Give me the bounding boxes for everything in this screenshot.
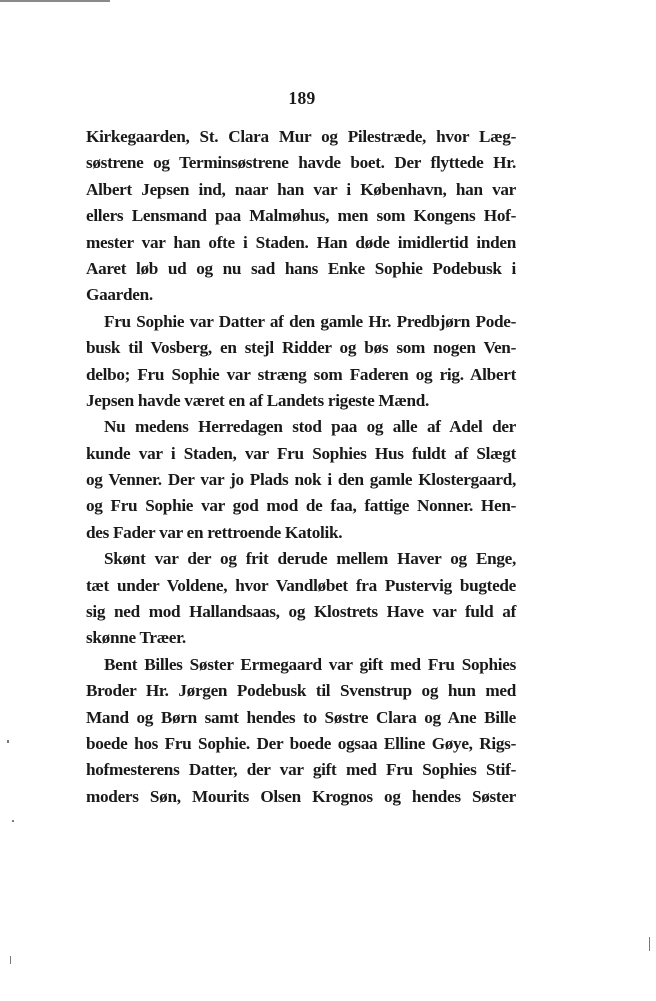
text-line: og Venner. Der var jo Plads nok i den gamle Klostergaard, <box>86 470 516 490</box>
text-line: Mand og Børn samt hendes to Søstre Clara og Ane Bille <box>86 707 516 727</box>
text-line: Fru Sophie var Datter af den gamle Hr. Predbjørn Pode- <box>104 311 516 331</box>
text-line: søstrene og Terminsøstrene havde boet. Der flyttede Hr. <box>86 153 516 173</box>
text-line: moders Søn, Mourits Olsen Krognos og hendes Søster <box>86 786 516 806</box>
text-line: og Fru Sophie var god mod de faa, fattige Nonner. Hen- <box>86 496 516 516</box>
text-line: kunde var i Staden, var Fru Sophies Hus fuldt af Slægt <box>86 443 516 463</box>
scan-speck <box>7 740 9 743</box>
text-line: Skønt var der og frit derude mellem Haver og Enge, <box>104 549 516 569</box>
scan-edge-rule <box>0 0 110 2</box>
text-line: Albert Jepsen ind, naar han var i København, han var <box>86 179 516 199</box>
text-line: Aaret løb ud og nu sad hans Enke Sophie Podebusk i <box>86 258 516 278</box>
text-line: sig ned mod Hallandsaas, og Klostrets Have var fuld af <box>86 602 516 622</box>
text-line: des Fader var en rettroende Katolik. <box>86 522 343 542</box>
text-line: Broder Hr. Jørgen Podebusk til Svenstrup og hun med <box>86 681 516 701</box>
body-text <box>86 124 516 810</box>
scan-speck <box>12 820 14 822</box>
scan-speck <box>649 937 650 951</box>
text-line: ellers Lensmand paa Malmøhus, men som Kongens Hof- <box>86 206 516 226</box>
text-line: tæt under Voldene, hvor Vandløbet fra Pustervig bugtede <box>86 575 516 595</box>
text-line: delbo; Fru Sophie var stræng som Faderen og rig. Albert <box>86 364 516 384</box>
text-line: Gaarden. <box>86 285 153 305</box>
text-line: Kirkegaarden, St. Clara Mur og Pilestræde, hvor Læg- <box>86 127 516 146</box>
scan-speck <box>10 956 11 964</box>
text-line: busk til Vosberg, en stejl Ridder og bøs som nogen Ven- <box>86 338 516 358</box>
text-line: skønne Træer. <box>86 628 186 648</box>
text-line: mester var han ofte i Staden. Han døde imidlertid inden <box>86 232 516 252</box>
text-line: Jepsen havde været en af Landets rigeste Mænd. <box>86 390 429 410</box>
text-line: hofmesterens Datter, der var gift med Fru Sophies Stif- <box>86 760 516 780</box>
text-line: Nu medens Herredagen stod paa og alle af Adel der <box>104 417 516 437</box>
text-line: boede hos Fru Sophie. Der boede ogsaa Elline Gøye, Rigs- <box>86 733 516 753</box>
text-line: Bent Billes Søster Ermegaard var gift med Fru Sophies <box>104 654 516 674</box>
page-number: 189 <box>288 88 316 108</box>
